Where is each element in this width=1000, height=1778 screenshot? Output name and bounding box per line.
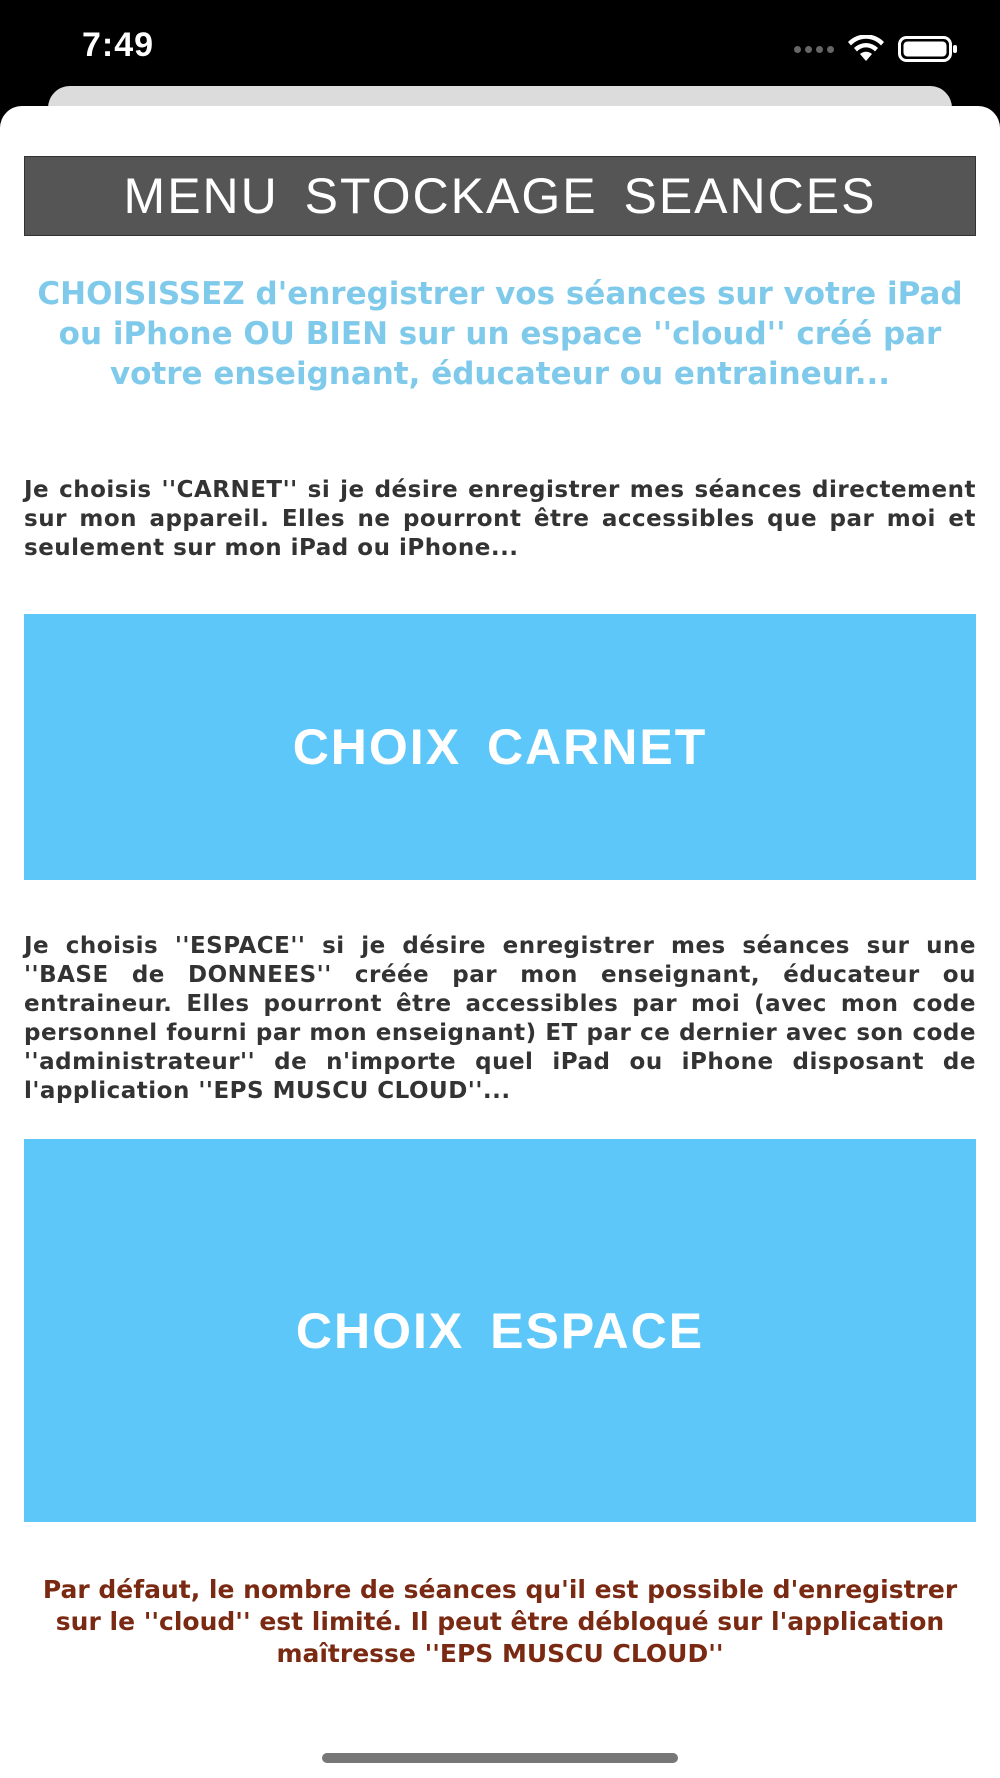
- espace-description: Je choisis ''ESPACE'' si je désire enregistrer mes séances sur une ''BASE de DONNEES'' créée par mon enseignant, éducateur ou entraineur. Elles pourront être accessibles par moi (avec mon code personnel fourni par mon enseignant) ET par ce dernier avec son code ''administrateur'' de n'importe quel iPad ou iPhone disposant de l'application ''EPS MUSCU CLOUD''...: [24, 933, 976, 1104]
- status-time: 7:49: [82, 26, 155, 64]
- status-bar: [0, 0, 1000, 100]
- footer-note: Par défaut, le nombre de séances qu'il est possible d'enregistrer sur le ''cloud'' est limité. Il peut être débloqué sur l'application maîtresse ''EPS MUSCU CLOUD'': [42, 1575, 958, 1668]
- choix-carnet-button[interactable]: CHOIX CARNET: [24, 614, 976, 880]
- status-icons: [794, 34, 958, 64]
- wifi-icon: [848, 35, 884, 63]
- signal-dots-icon: [794, 46, 834, 53]
- choix-espace-button[interactable]: CHOIX ESPACE: [24, 1139, 976, 1522]
- carnet-description: Je choisis ''CARNET'' si je désire enregistrer mes séances directement sur mon appareil. Elles ne pourront être accessibles que par moi et seulement sur mon iPad ou iPhone...: [24, 477, 976, 561]
- page-title: MENU STOCKAGE SEANCES: [24, 156, 976, 236]
- battery-icon: [898, 35, 958, 63]
- home-indicator[interactable]: [322, 1753, 678, 1763]
- intro-text: CHOISISSEZ d'enregistrer vos séances sur votre iPad ou iPhone OU BIEN sur un espace ''cloud'' créé par votre enseignant, éducateur ou entraineur...: [37, 276, 963, 392]
